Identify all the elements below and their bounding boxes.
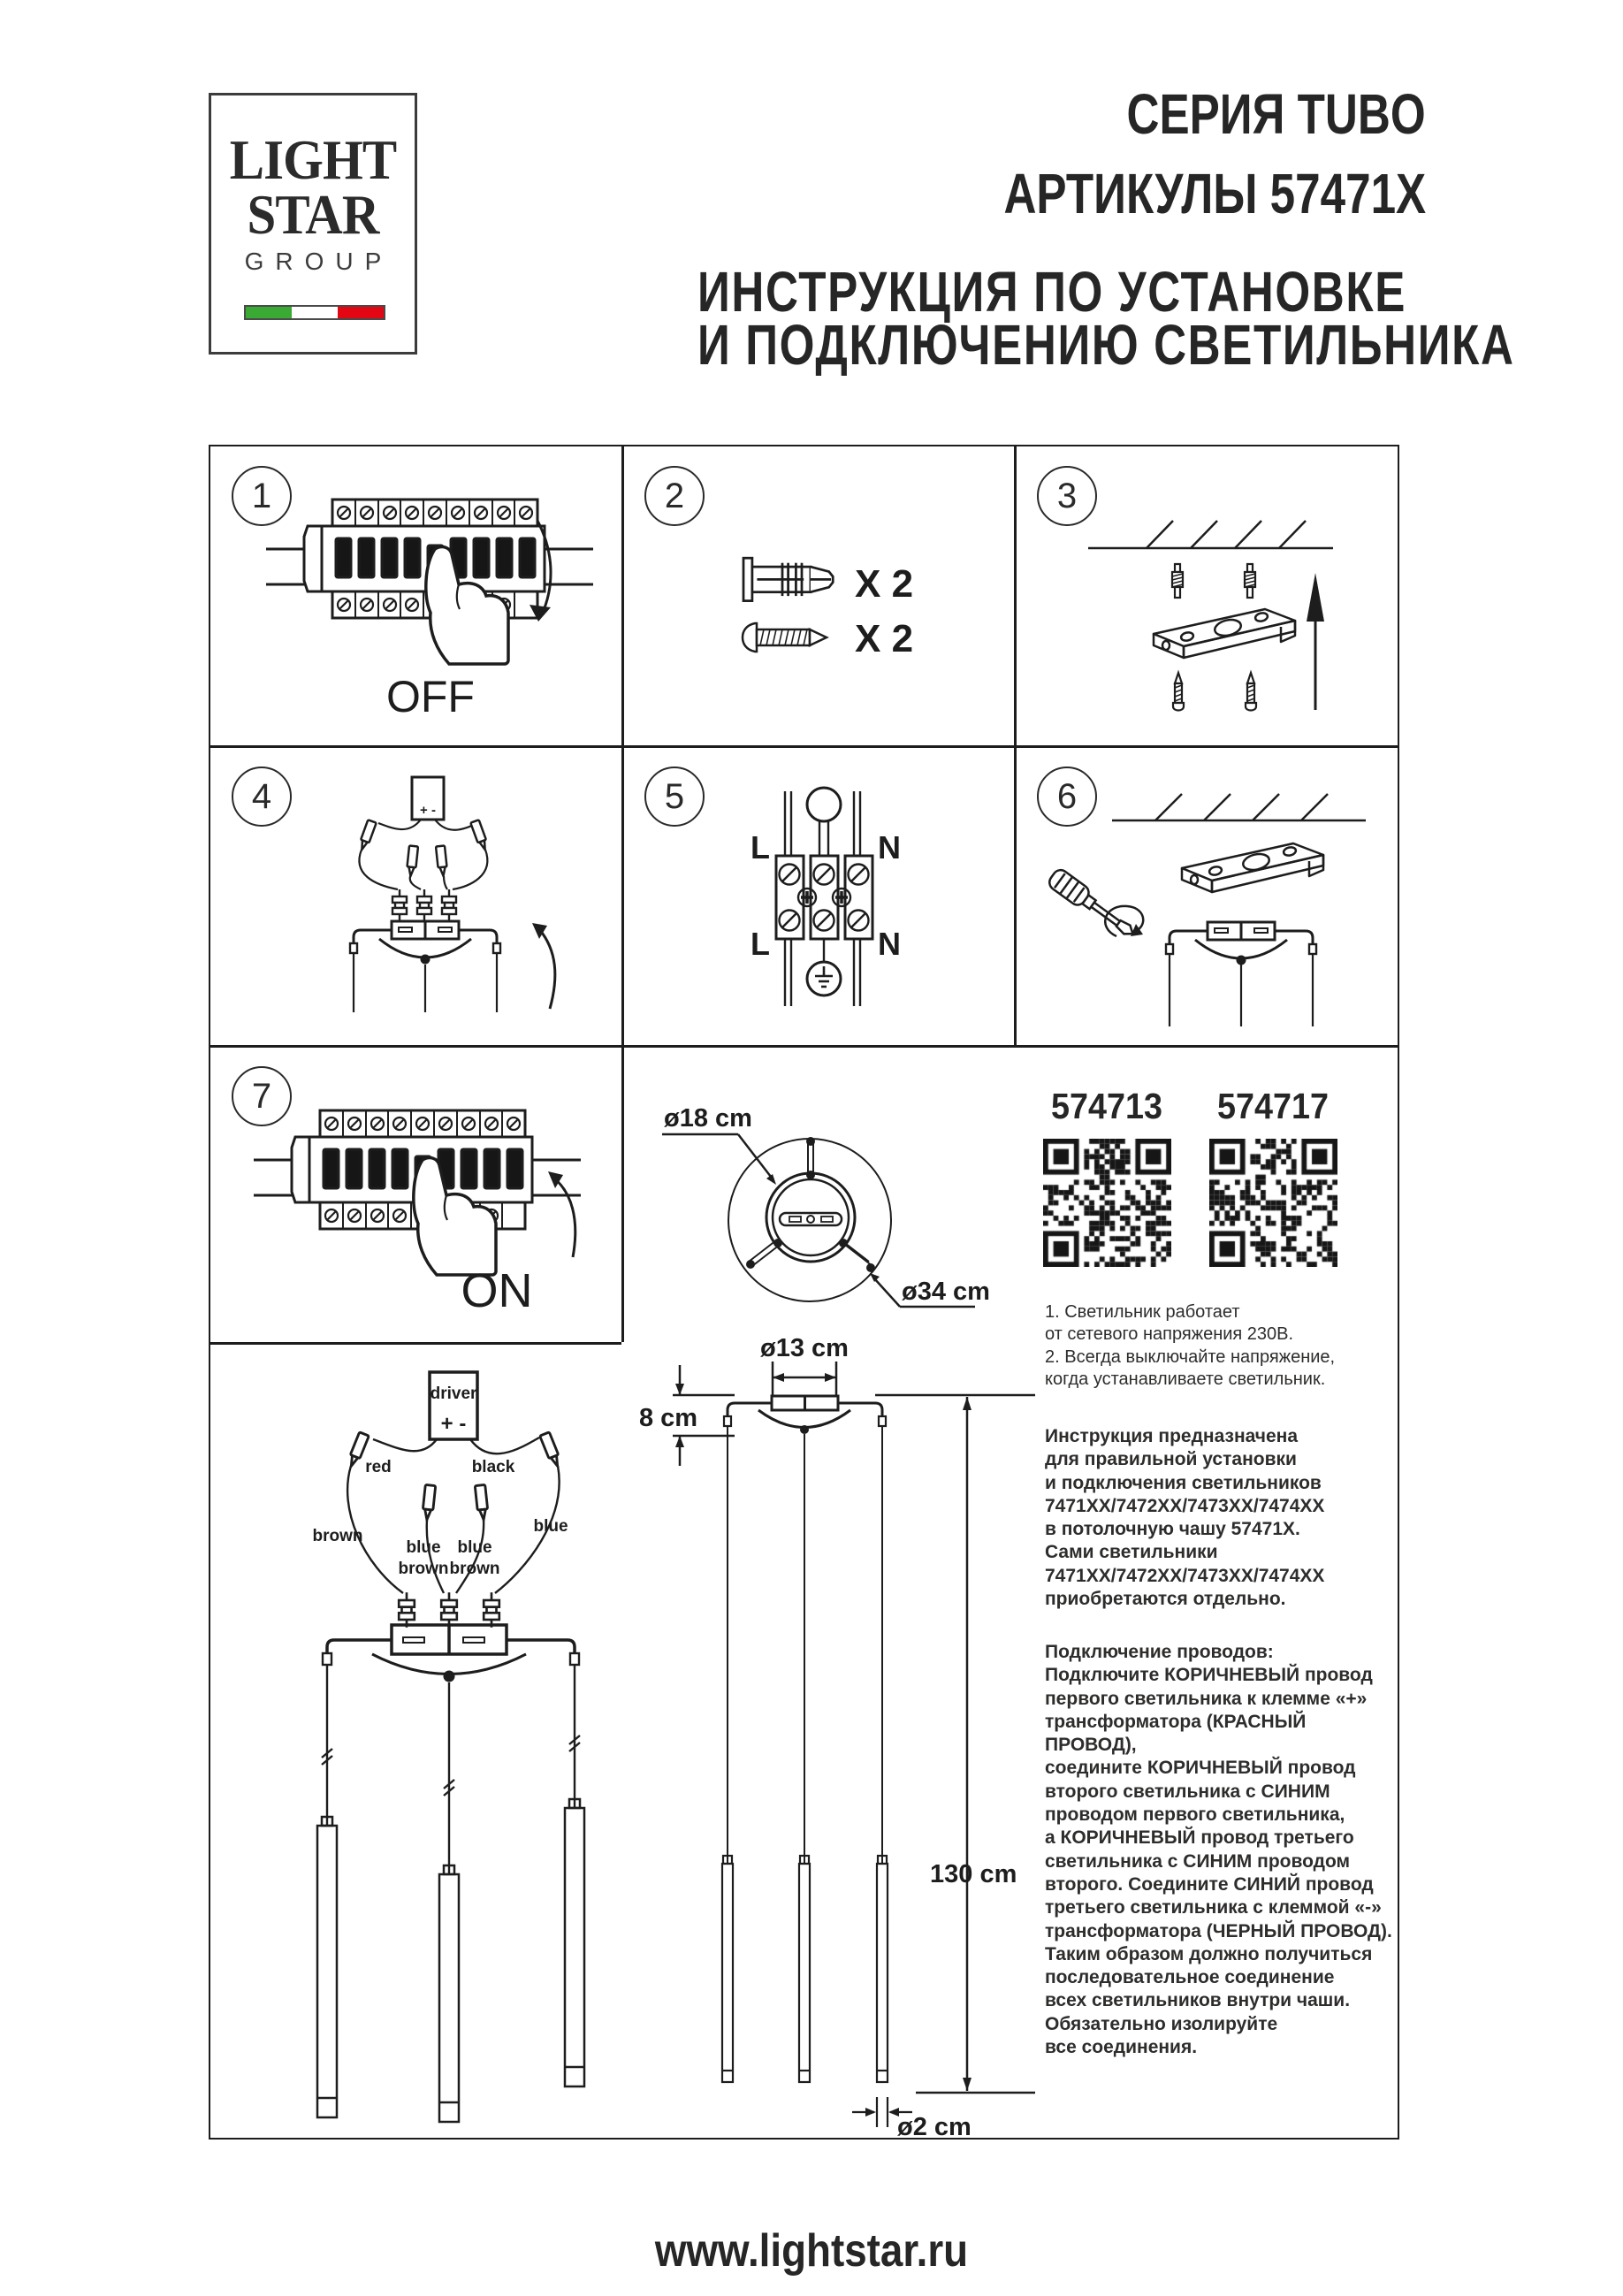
text-line: трансформатора (КРАСНЫЙ ПРОВОД), [1045,1711,1307,1756]
flag-red [338,307,384,318]
qr-code-574717 [1209,1139,1337,1267]
pair1-blue-label: blue [406,1538,441,1557]
power-notes [1045,1301,1398,1392]
step-3-number: 3 [1037,466,1097,526]
step-2-hardware-figure [621,445,1014,745]
text-line: и подключения светильников [1045,1472,1322,1493]
text-line: второго светильника с СИНИМ [1045,1781,1330,1802]
text-line: 1. Светильник работает [1045,1302,1240,1322]
wire-black-label: black [471,1458,515,1476]
text-line: соедините КОРИЧНЕВЫЙ провод [1045,1758,1356,1779]
text-line: приобретаются отдельно. [1045,1589,1286,1610]
tube-diameter-label: ø2 cm [897,2113,972,2141]
logo-word-light: LIGHT [229,128,397,191]
ceiling-icon [1112,794,1366,820]
step-1-number: 1 [232,466,292,526]
series-title: СЕРИЯ TUBO [1126,82,1426,146]
text-line: светильника с СИНИМ проводом [1045,1850,1351,1872]
pair2-blue-label: blue [457,1538,492,1557]
text-line: Подключите КОРИЧНЕВЫЙ провод [1045,1665,1373,1686]
text-line: для правильной установки [1045,1449,1297,1470]
screw-quantity: X 2 [855,617,914,660]
canopy-diameter-label: ø13 cm [760,1334,849,1362]
wiring-diagram-figure [209,1342,621,2140]
line-label-top: L [751,829,770,866]
text-line: трансформатора (ЧЕРНЫЙ ПРОВОД). [1045,1920,1392,1941]
text-line: 2. Всегда выключайте напряжение, [1045,1346,1336,1367]
text-line: когда устанавливаете светильник. [1045,1369,1326,1390]
on-label: ON [461,1264,533,1317]
logo-word-group: GROUP [244,248,393,275]
driver-polarity-label: + - [420,803,436,818]
website-url: www.lightstar.ru [654,2225,969,2277]
screw-icon [743,623,827,652]
canopy-height-label: 8 cm [638,1404,698,1432]
dimension-drawings-figure [621,1045,1061,2175]
wire-brown-label: brown [312,1527,363,1545]
cross-screws [798,889,850,906]
outer-diameter-label: ø34 cm [902,1278,990,1306]
flag-green [246,307,292,318]
driver-polarity: + - [440,1412,467,1436]
wall-anchor-icon [743,558,833,600]
text-line: в потолочную чашу 57471X. [1045,1519,1300,1540]
flag-white [292,307,338,318]
text-line: от сетевого напряжения 230В. [1045,1324,1294,1345]
text-line: проводом первого светильника, [1045,1804,1345,1826]
screwdriver-icon [1047,867,1139,942]
step-7-breaker-on-figure [209,1045,621,1342]
ceiling-icon [1088,521,1333,548]
step-4-number: 4 [232,767,292,827]
off-label: OFF [386,672,475,721]
step-3-ceiling-bracket-figure [1014,445,1399,745]
pair1-brown-label: brown [398,1560,449,1578]
arrow-up-icon [1307,573,1324,622]
step-4-wiring-canopy-figure [209,745,621,1045]
wire-blue-label: blue [533,1517,568,1536]
step-2-number: 2 [644,466,705,526]
italian-flag-icon [244,305,385,320]
text-line: а КОРИЧНЕВЫЙ провод третьего [1045,1827,1354,1849]
text-line: последовательное соединение [1045,1967,1335,1988]
neutral-label-top: N [878,829,901,866]
driver-label: driver [430,1384,477,1403]
purpose-paragraph [1045,1425,1398,1611]
text-line: второго. Соедините СИНИЙ провод [1045,1873,1374,1895]
pendant-tubes [722,1856,888,2082]
step-5-terminal-block-figure [621,745,1014,1045]
text-line: 7471XX/7472XX/7473XX/7474XX [1045,1565,1325,1586]
text-line: третьего светильника с клеммой «-» [1045,1897,1382,1918]
neutral-label-bottom: N [878,926,901,962]
junction-circle [807,788,841,821]
step-6-number: 6 [1037,767,1097,827]
step-7-number: 7 [232,1066,292,1126]
doc-title-line1: ИНСТРУКЦИЯ ПО УСТАНОВКЕ [697,260,1406,324]
step-5-number: 5 [644,767,705,827]
text-line: все соединения. [1045,2037,1198,2058]
article-number-1: 574713 [1051,1086,1162,1126]
text-line: Таким образом должно получиться [1045,1943,1373,1964]
text-line: Подключение проводов: [1045,1642,1274,1662]
line-label-bottom: L [751,926,770,962]
inner-diameter-label: ø18 cm [664,1104,752,1133]
text-line: Сами светильники [1045,1542,1218,1563]
dowel-quantity: X 2 [855,562,914,606]
pendant-tubes [317,1799,584,2122]
lightstar-logo [209,93,417,355]
ground-icon [815,966,833,987]
text-line: всех светильников внутри чаши. [1045,1990,1351,2011]
text-line: 7471XX/7472XX/7473XX/7474XX [1045,1495,1325,1516]
pendant-length-label: 130 cm [930,1860,1017,1888]
wire-red-label: red [365,1458,392,1476]
text-line: Инструкция предназначена [1045,1426,1299,1446]
step-1-breaker-off-figure [209,445,621,745]
doc-title-line2: И ПОДКЛЮЧЕНИЮ СВЕТИЛЬНИКА [697,313,1515,377]
connection-paragraph [1045,1641,1398,2059]
pair2-brown-label: brown [449,1560,500,1578]
logo-word-star: STAR [247,183,379,246]
articles-title: АРТИКУЛЫ 57471X [1003,162,1426,225]
qr-code-574713 [1043,1139,1171,1267]
article-number-2: 574717 [1217,1086,1329,1126]
text-line: Обязательно изолируйте [1045,2013,1278,2034]
step-6-mount-canopy-figure [1014,745,1399,1045]
text-line: первого светильника к клемме «+» [1045,1688,1368,1709]
